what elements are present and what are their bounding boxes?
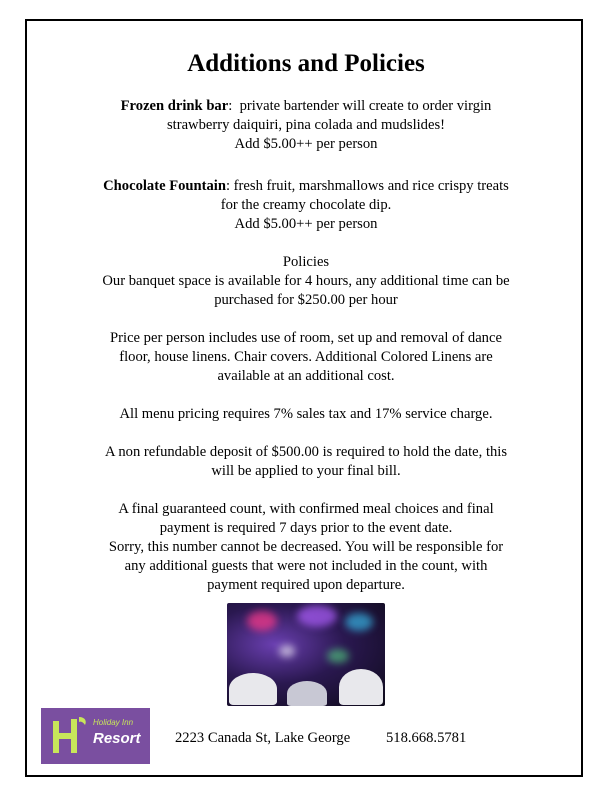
policy-line: All menu pricing requires 7% sales tax and 17% service charge. (119, 406, 493, 422)
policy-line: A non refundable deposit of $500.00 is required to hold the date, this (104, 444, 508, 460)
frozen-desc-2: strawberry daiquiri, pina colada and mudslides! (166, 117, 445, 133)
policy-line: Our banquet space is available for 4 hours, any additional time can be (102, 273, 510, 289)
fountain-line-1 (40, 177, 572, 196)
policy-line: payment is required 7 days prior to the event date. (159, 520, 453, 536)
policy-room-time (40, 272, 572, 310)
policy-line: A final guaranteed count, with confirmed meal choices and final (118, 501, 494, 517)
fountain-label: Chocolate Fountain (103, 178, 226, 194)
policy-inclusions (40, 329, 572, 386)
fountain-desc-2: for the creamy chocolate dip. (220, 197, 392, 213)
policies-section (40, 253, 572, 595)
chocolate-fountain-section (40, 177, 572, 234)
holiday-inn-h-icon (45, 713, 89, 759)
fountain-desc-1: : fresh fruit, marshmallows and rice crispy treats (225, 178, 509, 194)
policies-heading: Policies (282, 254, 330, 270)
holiday-inn-resort-logo (41, 708, 150, 764)
policy-final-count (40, 500, 572, 595)
policy-line: any additional guests that were not included in the count, with (124, 558, 488, 574)
frozen-price: Add $5.00++ per person (234, 136, 378, 152)
page-title: Additions and Policies (187, 50, 425, 77)
logo-brand: Holiday Inn (93, 718, 134, 727)
footer-phone: 518.668.5781 (386, 730, 467, 746)
policy-tax (40, 405, 572, 424)
banquet-photo (227, 603, 385, 706)
policy-line: Price per person includes use of room, set up and removal of dance (110, 330, 502, 346)
policy-deposit (40, 443, 572, 481)
frozen-label: Frozen drink bar (120, 98, 229, 114)
frozen-colon: : (228, 98, 233, 114)
frozen-line-1 (40, 97, 572, 116)
logo-resort: Resort (93, 730, 141, 747)
policy-line: payment required upon departure. (207, 577, 405, 593)
frozen-desc-1: private bartender will create to order virgin (232, 98, 492, 114)
policy-line: purchased for $250.00 per hour (214, 292, 398, 308)
policy-line: will be applied to your final bill. (211, 463, 401, 479)
policy-line: floor, house linens. Chair covers. Additional Colored Linens are (119, 349, 493, 365)
fountain-price: Add $5.00++ per person (234, 216, 378, 232)
policy-line: available at an additional cost. (217, 368, 395, 384)
policy-line: Sorry, this number cannot be decreased. You will be responsible for (108, 539, 504, 555)
frozen-drink-section (40, 97, 572, 154)
footer-address: 2223 Canada St, Lake George (175, 730, 351, 746)
